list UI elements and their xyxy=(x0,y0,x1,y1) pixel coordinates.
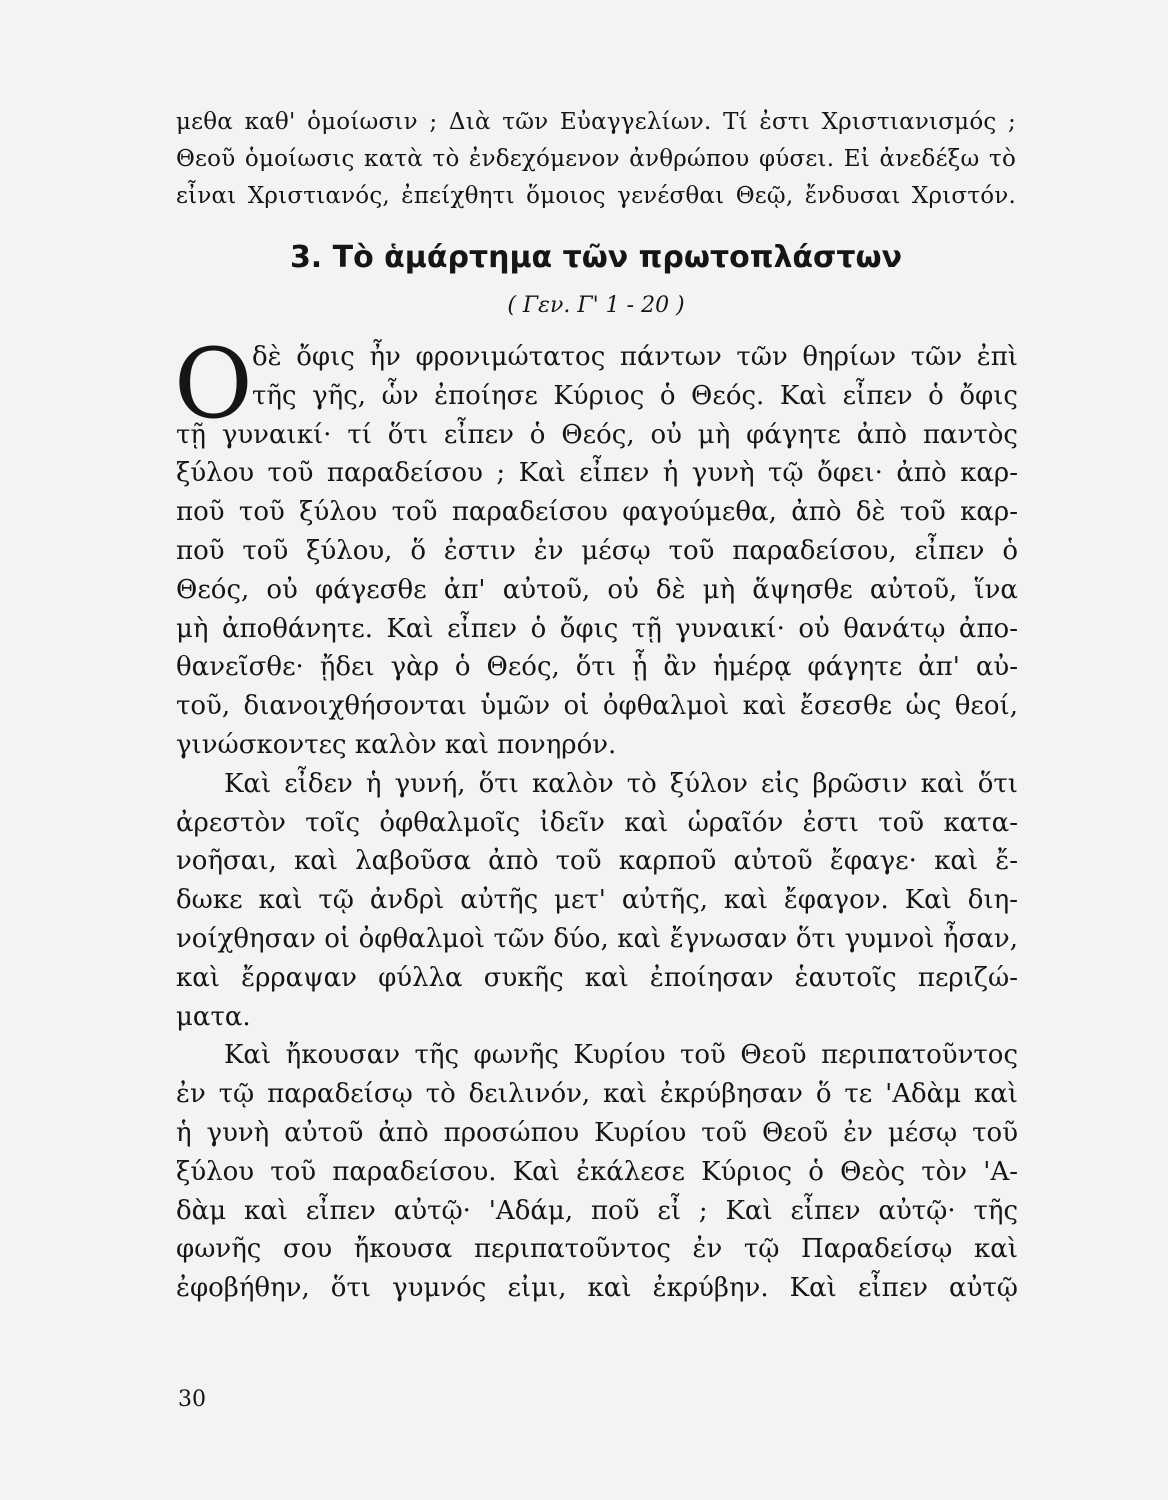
text-line: ἡ γυνὴ αὐτοῦ ἀπὸ προσώπου Κυρίου τοῦ Θεοῦ ἐν μέσῳ τοῦ xyxy=(176,1117,1018,1148)
intro-paragraph xyxy=(176,104,1016,215)
text-line: ματα. xyxy=(176,1001,251,1032)
text-line: καὶ ἔρραψαν φύλλα συκῆς καὶ ἐποίησαν ἑαυτοῖς περιζώ- xyxy=(176,962,1018,993)
intro-line: εἶναι Χριστιανός, ἐπείχθητι ὅμοιος γενέσθαι Θεῷ, ἔνδυσαι Χριστόν. xyxy=(176,183,1016,209)
intro-line: Θεοῦ ὁμοίωσις κατὰ τὸ ἐνδεχόμενον ἀνθρώπου φύσει. Εἰ ἀνεδέξω τὸ xyxy=(176,146,1016,172)
intro-line: μεθα καθ' ὁμοίωσιν ; Διὰ τῶν Εὐαγγελίων. Τί ἐστι Χριστιανισμός ; xyxy=(176,109,1016,135)
text-line: νοίχθησαν οἱ ὀφθαλμοὶ τῶν δύο, καὶ ἔγνωσαν ὅτι γυμνοὶ ἦσαν, xyxy=(176,923,1018,954)
scripture-reference: ( Γεν. Γ' 1 - 20 ) xyxy=(507,293,685,318)
text-line: Καὶ εἶδεν ἡ γυνή, ὅτι καλὸν τὸ ξύλον εἰς βρῶσιν καὶ ὅτι xyxy=(224,768,1018,799)
page-number: 30 xyxy=(178,1387,206,1412)
text-line: γινώσκοντες καλὸν καὶ πονηρόν. xyxy=(176,729,617,760)
section-title: 3. Τὸ ἁμάρτημα τῶν πρωτοπλάστων xyxy=(289,240,903,275)
text-line: ποῦ τοῦ ξύλου τοῦ παραδείσου φαγούμεθα, ἀπὸ δὲ τοῦ καρ- xyxy=(176,497,1018,528)
text-line: ξύλου τοῦ παραδείσου. Καὶ ἐκάλεσε Κύριος ὁ Θεὸς τὸν 'Α- xyxy=(176,1156,1018,1187)
text-line: Θεός, οὐ φάγεσθε ἀπ' αὐτοῦ, οὐ δὲ μὴ ἅψησθε αὐτοῦ, ἵνα xyxy=(176,574,1018,605)
drop-cap-letter: Ο xyxy=(174,328,253,440)
text-line: ἀρεστὸν τοῖς ὀφθαλμοῖς ἰδεῖν καὶ ὡραῖόν ἐστι τοῦ κατα- xyxy=(176,807,1018,838)
text-line: τοῦ, διανοιχθήσονται ὑμῶν οἱ ὀφθαλμοὶ καὶ ἔσεσθε ὡς θεοί, xyxy=(176,691,1018,722)
text-line: θανεῖσθε· ᾔδει γὰρ ὁ Θεός, ὅτι ᾗ ἂν ἡμέρᾳ φάγητε ἀπ' αὐ- xyxy=(176,652,1018,683)
text-line: ἐφοβήθην, ὅτι γυμνός εἰμι, καὶ ἐκρύβην. Καὶ εἶπεν αὐτῷ xyxy=(176,1273,1018,1304)
text-line: νοῆσαι, καὶ λαβοῦσα ἀπὸ τοῦ καρποῦ αὐτοῦ ἔφαγε· καὶ ἔ- xyxy=(176,846,1018,877)
text-line: δὲ ὄφις ἦν φρονιμώτατος πάντων τῶν θηρίων τῶν ἐπὶ xyxy=(252,342,1018,372)
scripture-text xyxy=(174,328,1018,1308)
text-line: Καὶ ἤκουσαν τῆς φωνῆς Κυρίου τοῦ Θεοῦ περιπατοῦντος xyxy=(224,1040,1018,1071)
text-line: ἐν τῷ παραδείσῳ τὸ δειλινόν, καὶ ἐκρύβησαν ὅ τε 'Αδὰμ καὶ xyxy=(176,1079,1018,1110)
text-line: ποῦ τοῦ ξύλου, ὅ ἐστιν ἐν μέσῳ τοῦ παραδείσου, εἶπεν ὁ xyxy=(176,535,1018,566)
text-line: μὴ ἀποθάνητε. Καὶ εἶπεν ὁ ὄφις τῇ γυναικί· οὐ θανάτῳ ἀπο- xyxy=(176,613,1018,644)
text-line: τῆς γῆς, ὧν ἐποίησε Κύριος ὁ Θεός. Καὶ εἶπεν ὁ ὄφις xyxy=(252,380,1018,411)
text-line: δωκε καὶ τῷ ἀνδρὶ αὐτῆς μετ' αὐτῆς, καὶ ἔφαγον. Καὶ διη- xyxy=(176,885,1018,916)
text-line: τῇ γυναικί· τί ὅτι εἶπεν ὁ Θεός, οὐ μὴ φάγητε ἀπὸ παντὸς xyxy=(176,419,1018,450)
text-line: φωνῆς σου ἤκουσα περιπατοῦντος ἐν τῷ Παραδείσῳ καὶ xyxy=(176,1234,1018,1265)
text-line: ξύλου τοῦ παραδείσου ; Καὶ εἶπεν ἡ γυνὴ τῷ ὄφει· ἀπὸ καρ- xyxy=(176,458,1018,489)
text-line: δὰμ καὶ εἶπεν αὐτῷ· 'Αδάμ, ποῦ εἶ ; Καὶ εἶπεν αὐτῷ· τῆς xyxy=(176,1195,1018,1226)
